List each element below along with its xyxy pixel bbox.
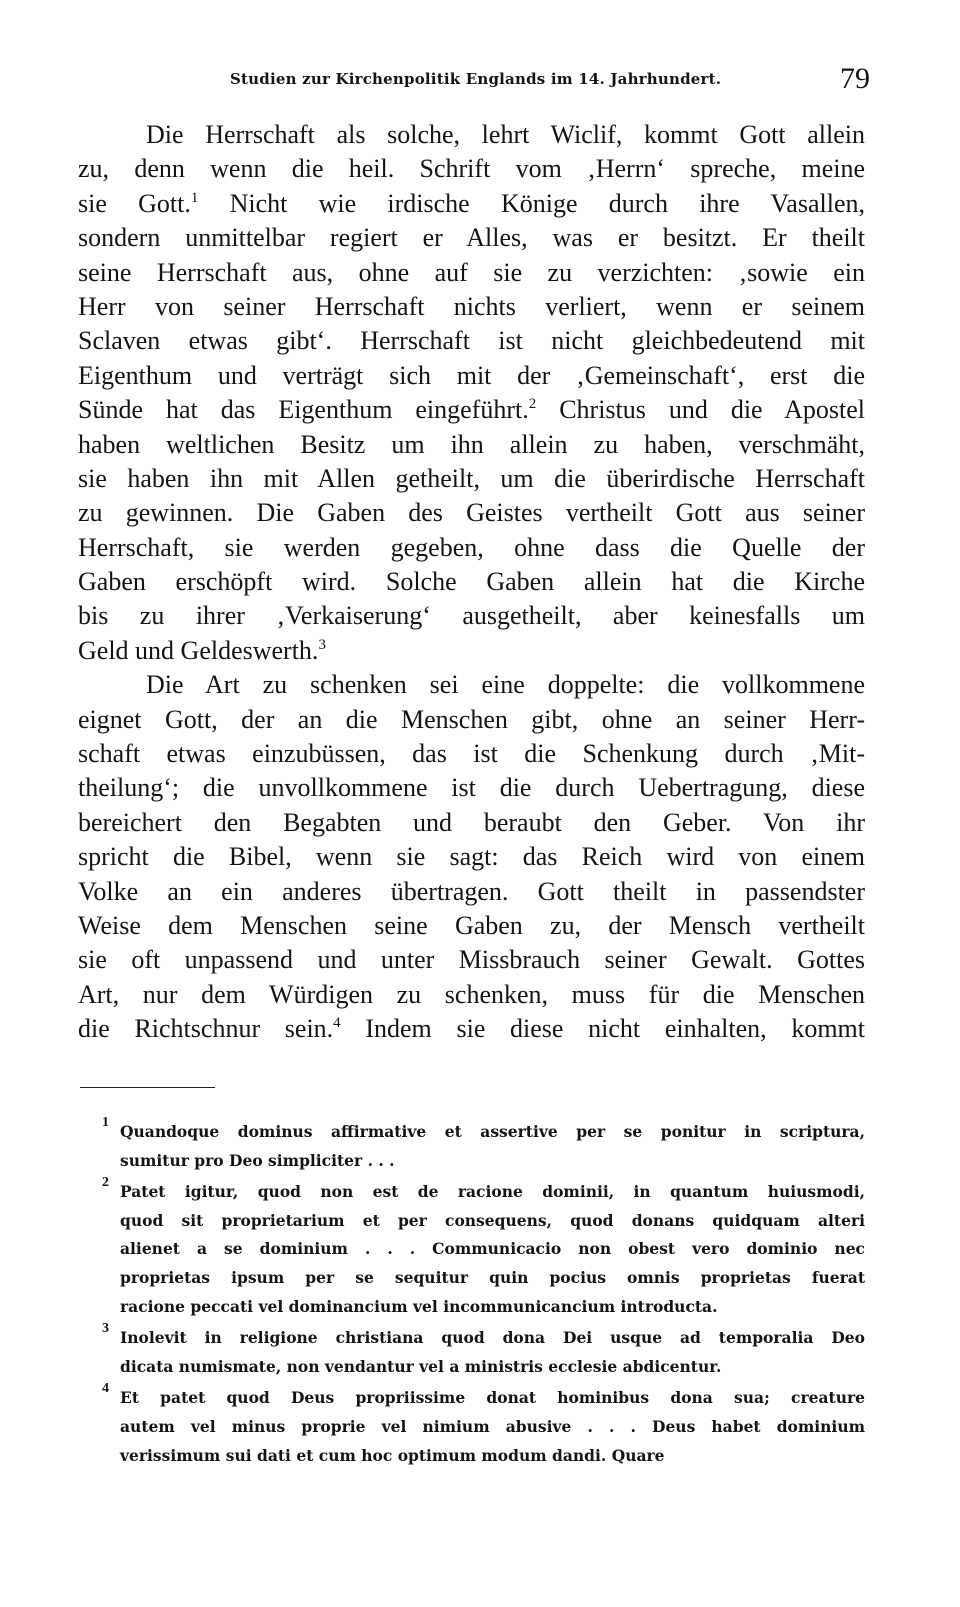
body-line-text: sie haben ihn mit Allen getheilt, um die überirdische Herrschaft xyxy=(78,463,865,493)
footnote-line: Inolevit in religione christiana quod dona Dei usque ad temporalia Deo xyxy=(120,1328,865,1348)
footnote xyxy=(100,1381,865,1470)
body-line xyxy=(78,978,865,1012)
footnote-line: dicata numismate, non vendantur vel a ministris ecclesie abdicentur. xyxy=(120,1356,722,1376)
body-line xyxy=(78,737,865,771)
footnotes xyxy=(100,1115,865,1473)
footnote-line: Et patet quod Deus propriissime donat hominibus dona sua; creature xyxy=(120,1388,865,1408)
body-line-text: Sünde hat das Eigenthum eingeführt. xyxy=(78,395,529,425)
body-line xyxy=(78,462,865,496)
body-line xyxy=(78,324,865,358)
body-line xyxy=(78,428,865,462)
body-line-text: Sclaven etwas gibt‘. Herrschaft ist nicht gleichbedeutend mit xyxy=(78,326,865,356)
footnote-line: sumitur pro Deo simpliciter . . . xyxy=(120,1150,395,1170)
running-head xyxy=(80,62,870,98)
body-line xyxy=(78,875,865,909)
body-line-text: theilung‘; die unvollkommene ist die durch Uebertragung, diese xyxy=(78,773,865,803)
body-line xyxy=(78,118,865,152)
body-line-text: Gaben erschöpft wird. Solche Gaben allein hat die Kirche xyxy=(78,567,865,597)
body-line xyxy=(78,840,865,874)
body-line-text: sie oft unpassend und unter Missbrauch seiner Gewalt. Gottes xyxy=(78,945,865,975)
body-line xyxy=(78,703,865,737)
body-text xyxy=(78,118,865,1047)
footnote-separator xyxy=(80,1087,215,1088)
body-line-text: Herrschaft, sie werden gegeben, ohne dass die Quelle der xyxy=(78,532,865,562)
footnote-marker: 1 xyxy=(102,1115,109,1130)
footnote-reference: 2 xyxy=(528,396,537,413)
body-line xyxy=(78,496,865,530)
body-line-text: Art, nur dem Würdigen zu schenken, muss für die Menschen xyxy=(78,979,865,1009)
body-line xyxy=(78,393,865,427)
body-line xyxy=(78,256,865,290)
body-line-text: Weise dem Menschen seine Gaben zu, der Mensch vertheilt xyxy=(78,910,865,940)
footnote xyxy=(100,1321,865,1381)
body-line-text: Geld und Geldeswerth. xyxy=(78,635,319,665)
footnote-reference: 1 xyxy=(190,189,199,206)
body-line-text: zu gewinnen. Die Gaben des Geistes vertheilt Gott aus seiner xyxy=(78,498,865,528)
body-line xyxy=(78,152,865,186)
body-line-text: Volke an ein anderes übertragen. Gott theilt in passendster xyxy=(78,876,865,906)
body-line-text: bereichert den Begabten und beraubt den Geber. Von ihr xyxy=(78,807,865,837)
body-line-text-continued: Christus und die Apostel xyxy=(536,395,865,425)
footnote-line: Quandoque dominus affirmative et assertive per se ponitur in scriptura, xyxy=(120,1122,865,1141)
body-line xyxy=(78,806,865,840)
body-line-text: Herr von seiner Herrschaft nichts verliert, wenn er seinem xyxy=(78,291,865,321)
page-number: 79 xyxy=(840,62,870,95)
body-line-text: Die Art zu schenken sei eine doppelte: die vollkommene xyxy=(146,670,865,700)
footnote-marker: 2 xyxy=(102,1175,109,1191)
body-line-text: Die Herrschaft als solche, lehrt Wiclif, kommt Gott allein xyxy=(146,120,865,149)
footnote-line: autem vel minus proprie vel nimium abusive . . . Deus habet dominium xyxy=(120,1416,865,1436)
body-line xyxy=(78,771,865,805)
footnote-line: alienet a se dominium . . . Communicacio non obest vero dominio nec xyxy=(120,1239,865,1259)
footnote-reference: 3 xyxy=(318,636,326,653)
body-line xyxy=(78,668,865,702)
footnote-line: quod sit proprietarium et per consequens, quod donans quidquam alteri xyxy=(120,1210,865,1230)
body-line-text: die Richtschnur sein. xyxy=(78,1014,334,1044)
footnote-reference: 4 xyxy=(333,1015,341,1032)
running-head-title: Studien zur Kirchenpolitik Englands im 14. Jahrhundert. xyxy=(230,70,722,88)
body-line xyxy=(78,565,865,599)
body-line xyxy=(78,359,865,393)
footnote-line: verissimum sui dati et cum hoc optimum modum dandi. Quare xyxy=(120,1445,665,1465)
footnote-marker: 3 xyxy=(102,1321,109,1337)
body-line xyxy=(78,909,865,943)
footnote xyxy=(100,1175,865,1321)
body-line-text: seine Herrschaft aus, ohne auf sie zu verzichten: ‚sowie ein xyxy=(78,257,865,287)
body-line-text: sondern unmittelbar regiert er Alles, was er besitzt. Er theilt xyxy=(78,223,865,253)
body-line-text-continued: Indem sie diese nicht einhalten, kommt xyxy=(340,1014,865,1044)
footnote-line: Patet igitur, quod non est de racione dominii, in quantum huiusmodi, xyxy=(120,1182,865,1202)
body-line-text: eignet Gott, der an die Menschen gibt, ohne an seiner Herr- xyxy=(78,704,865,734)
body-line-text: bis zu ihrer ‚Verkaiserung‘ ausgetheilt, aber keinesfalls um xyxy=(78,601,865,631)
body-line-text: haben weltlichen Besitz um ihn allein zu haben, verschmäht, xyxy=(78,429,865,459)
body-line-text: spricht die Bibel, wenn sie sagt: das Reich wird von einem xyxy=(78,842,865,872)
body-line-text: sie Gott. xyxy=(78,188,191,218)
footnote-marker: 4 xyxy=(102,1381,109,1397)
body-line-text-continued: Nicht wie irdische Könige durch ihre Vasallen, xyxy=(198,188,865,218)
body-line xyxy=(78,599,865,633)
footnote-line: racione peccati vel dominancium vel incommunicancium introducta. xyxy=(120,1296,718,1316)
footnote xyxy=(100,1115,865,1175)
body-line xyxy=(78,531,865,565)
body-line-text: schaft etwas einzubüssen, das ist die Schenkung durch ‚Mit- xyxy=(78,739,865,769)
body-line xyxy=(78,187,865,221)
body-line-text: zu, denn wenn die heil. Schrift vom ‚Herrn‘ spreche, meine xyxy=(78,154,865,184)
body-line xyxy=(78,221,865,255)
body-line xyxy=(78,634,865,668)
body-line xyxy=(78,290,865,324)
footnote-line: proprietas ipsum per se sequitur quin pocius omnis proprietas fuerat xyxy=(120,1267,865,1287)
body-line-text: Eigenthum und verträgt sich mit der ‚Gemeinschaft‘, erst die xyxy=(78,360,865,390)
body-line xyxy=(78,943,865,977)
body-line xyxy=(78,1012,865,1046)
